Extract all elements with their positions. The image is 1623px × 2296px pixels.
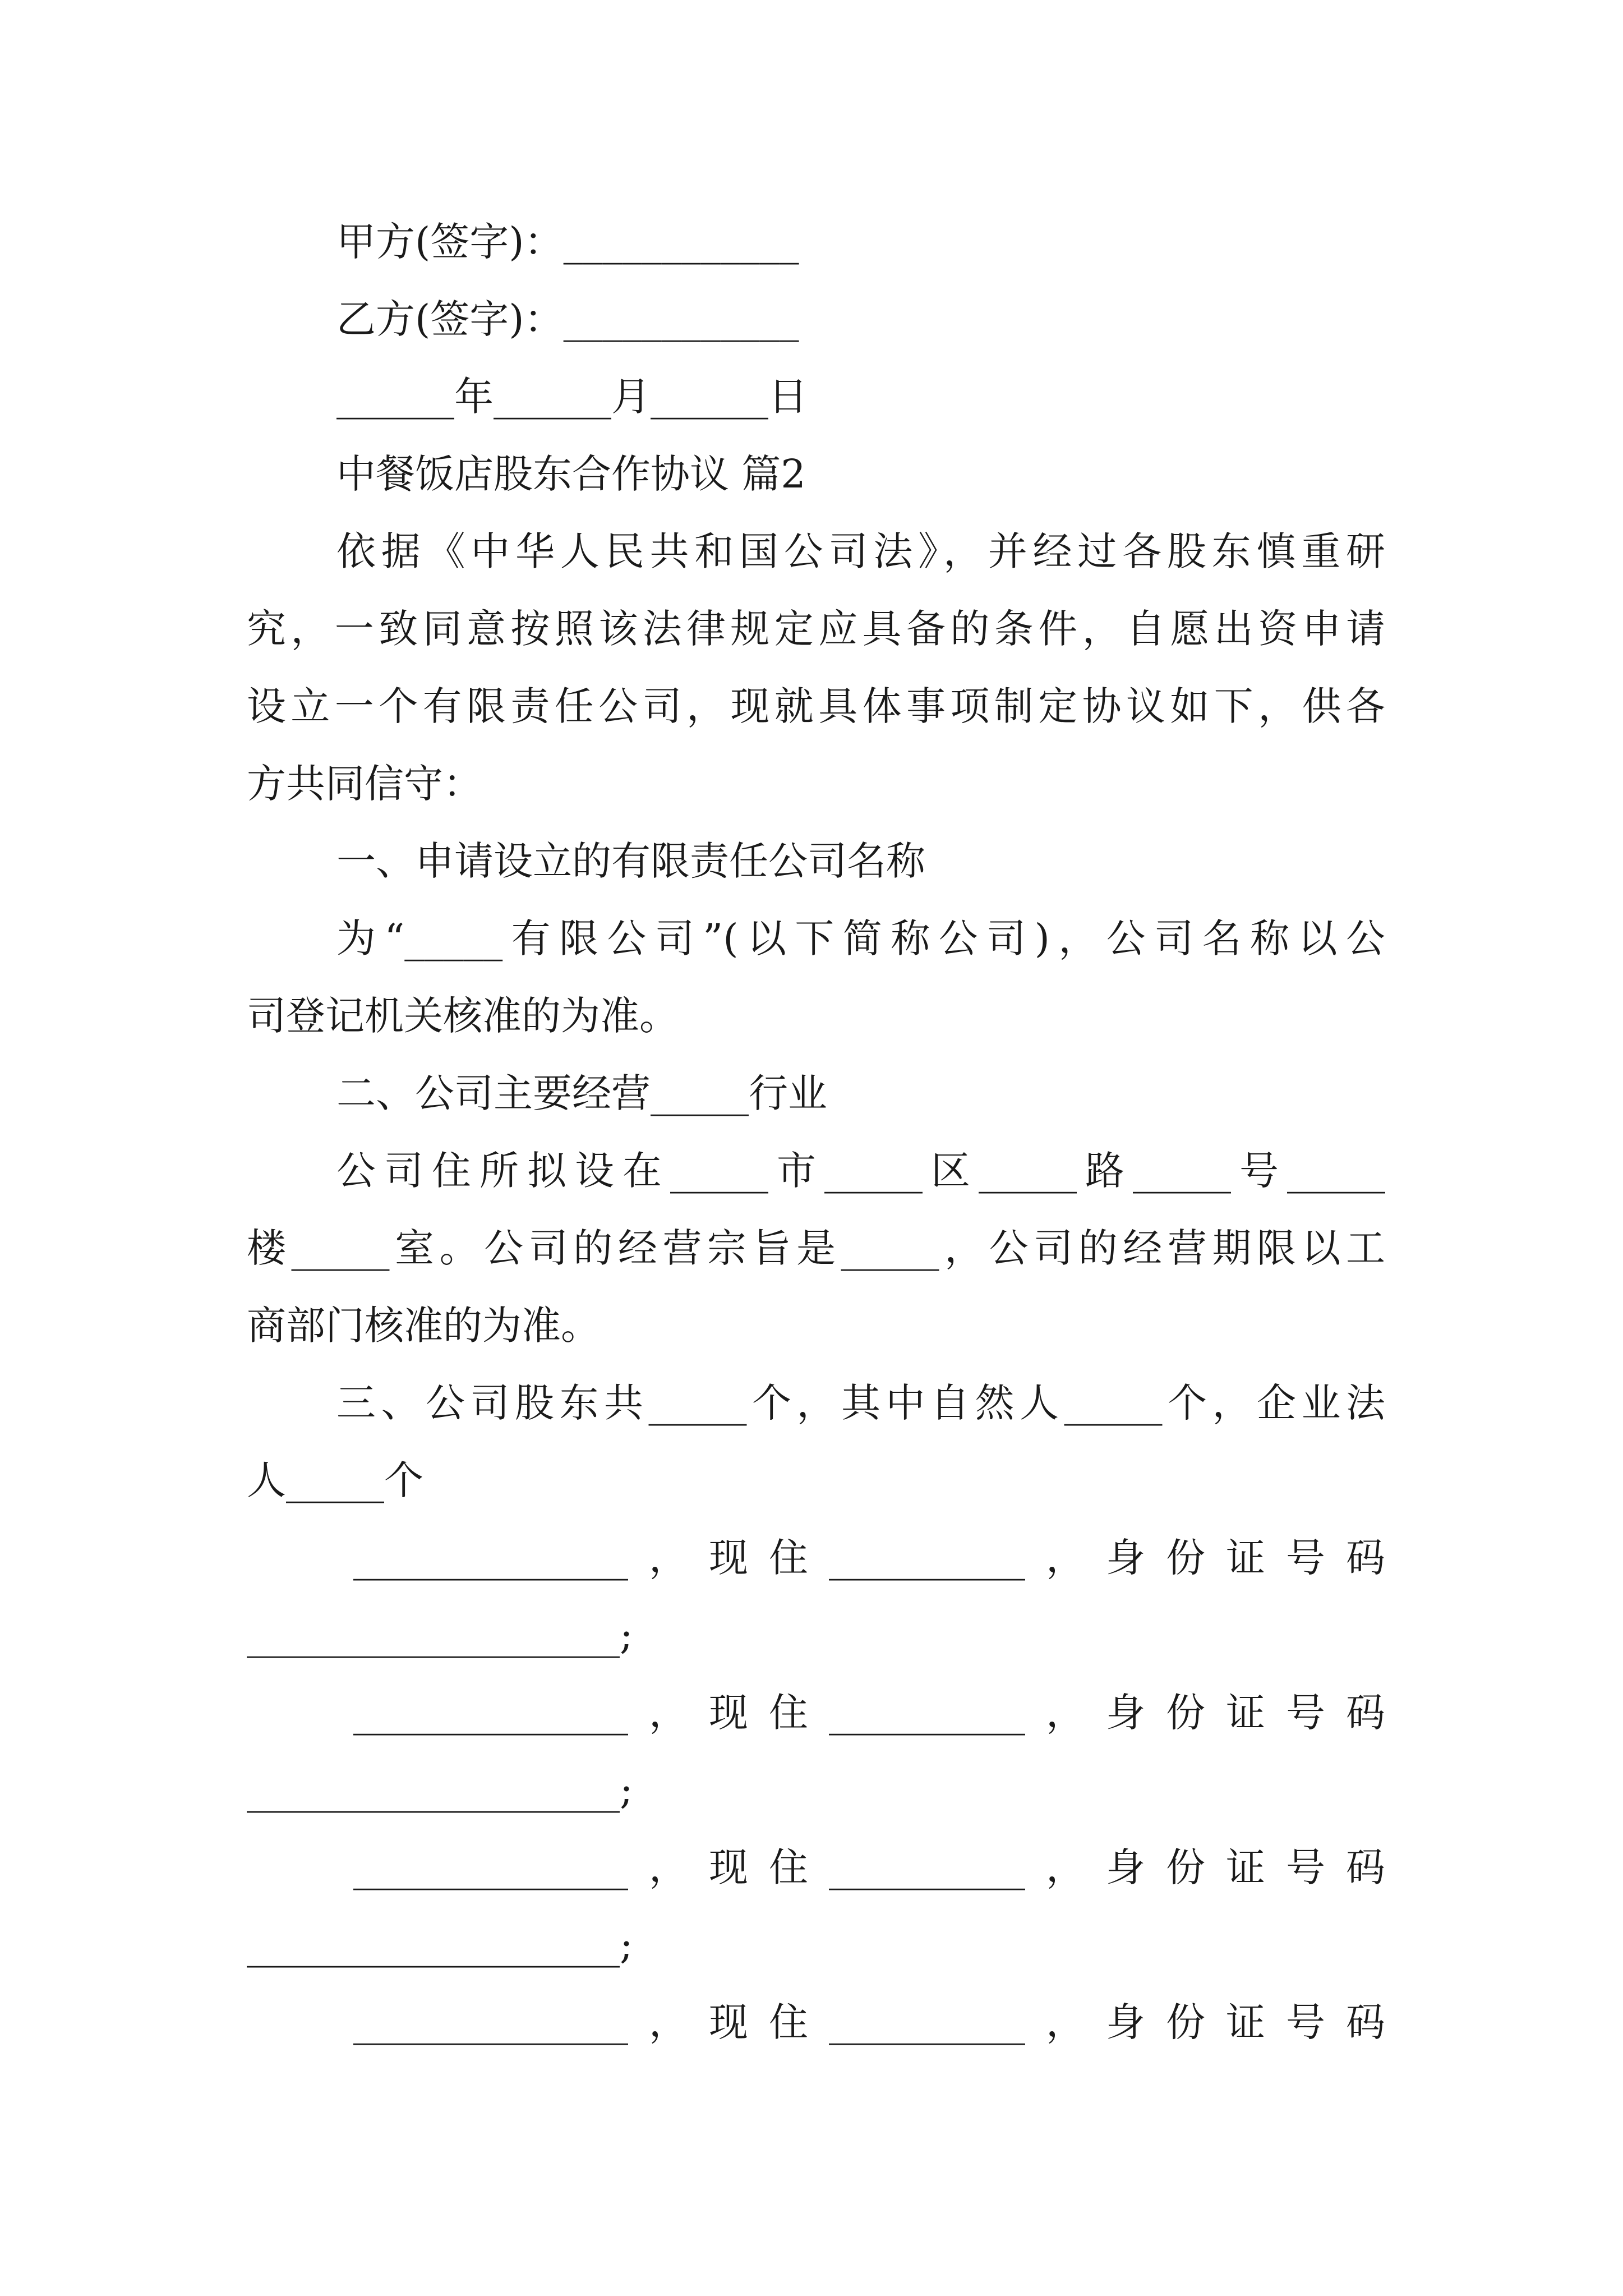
shareholder-2-line: ______________，现住__________，身份证号码 [353, 1690, 1385, 1736]
section-3-line-2: 人_____个 [247, 1457, 423, 1503]
signature-date: ______年______月______日 [336, 374, 808, 420]
shareholder-1-line: ______________，现住__________，身份证号码 [353, 1535, 1385, 1581]
section-1-title: 一、申请设立的有限责任公司名称 [336, 838, 925, 884]
section-1-line-1: 为“_____有限公司”(以下简称公司)，公司名称以公 [336, 915, 1385, 961]
section-2-line-1: 公司住所拟设在_____市_____区_____路_____号_____ [336, 1148, 1385, 1194]
shareholder-2-id-line: ___________________; [247, 1767, 633, 1813]
intro-line-2: 究，一致同意按照该法律规定应具备的条件，自愿出资申请 [247, 606, 1385, 652]
party-b-signature: 乙方(签字)：____________ [336, 296, 799, 342]
section-1-line-2: 司登记机关核准的为准。 [247, 993, 679, 1039]
intro-line-4: 方共同信守： [247, 761, 482, 807]
intro-line-1: 依据《中华人民共和国公司法》，并经过各股东慎重研 [336, 528, 1385, 574]
section-2-line-3: 商部门核准的为准。 [247, 1303, 600, 1349]
intro-line-3: 设立一个有限责任公司，现就具体事项制定协议如下，供各 [247, 683, 1385, 729]
shareholder-4-line: ______________，现住__________，身份证号码 [353, 1999, 1385, 2045]
shareholder-3-id-line: ___________________; [247, 1922, 633, 1968]
article-heading: 中餐饭店股东合作协议 篇2 [336, 451, 806, 497]
section-2-title: 二、公司主要经营_____行业 [336, 1070, 827, 1116]
shareholder-3-line: ______________，现住__________，身份证号码 [353, 1844, 1385, 1890]
section-2-line-2: 楼_____室。公司的经营宗旨是_____，公司的经营期限以工 [247, 1225, 1385, 1271]
shareholder-1-id-line: ___________________; [247, 1612, 633, 1658]
party-a-signature: 甲方(签字)：____________ [336, 219, 799, 265]
section-3-line-1: 三、公司股东共_____个，其中自然人_____个，企业法 [336, 1380, 1385, 1426]
